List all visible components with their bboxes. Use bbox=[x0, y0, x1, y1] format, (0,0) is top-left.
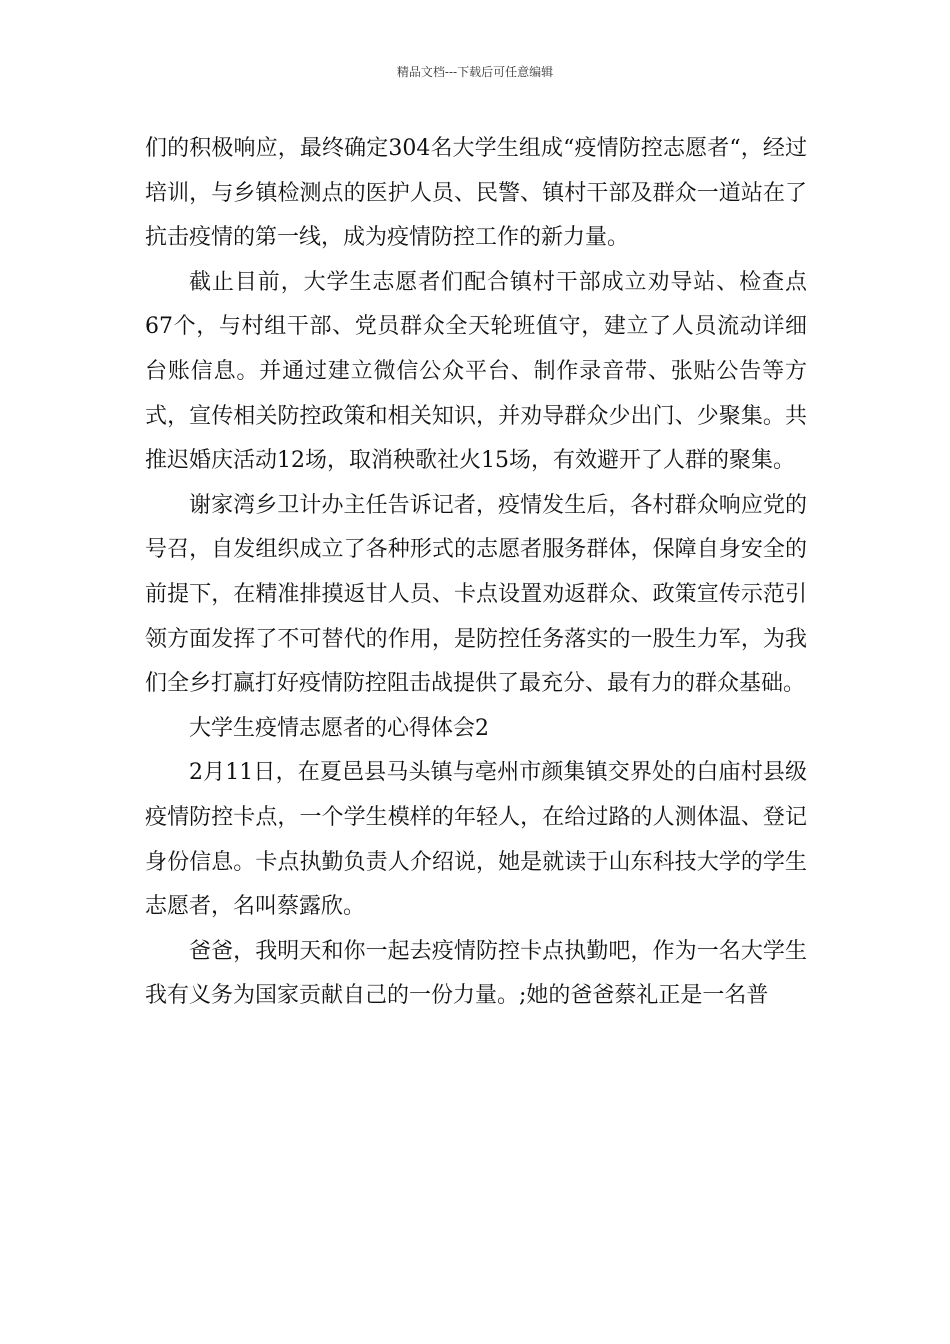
document-body bbox=[145, 127, 807, 1019]
section-heading: 大学生疫情志愿者的心得体会2 bbox=[189, 715, 489, 741]
paragraph: 谢家湾乡卫计办主任告诉记者，疫情发生后，各村群众响应党的号召，自发组织成立了各种形式的志愿者服务群体，保障自身安全的前提下，在精准排摸返甘人员、卡点设置劝返群众、政策宣传示范引领方面发挥了不可替代的作用，是防控任务落实的一股生力军，为我们全乡打赢打好疫情防控阻击战提供了最充分、最有力的群众基础。 bbox=[145, 492, 807, 697]
paragraph: 截止目前，大学生志愿者们配合镇村干部成立劝导站、检查点67个，与村组干部、党员群众全天轮班值守，建立了人员流动详细台账信息。并通过建立微信公众平台、制作录音带、张贴公告等方式，宣传相关防控政策和相关知识，并劝导群众少出门、少聚集。共推迟婚庆活动12场，取消秧歌社火15场，有效避开了人群的聚集。 bbox=[145, 269, 807, 474]
paragraph-continuation: 们的积极响应，最终确定304名大学生组成“疫情防控志愿者“，经过培训，与乡镇检测点的医护人员、民警、镇村干部及群众一道站在了抗击疫情的第一线，成为疫情防控工作的新力量。 bbox=[145, 136, 807, 251]
page-header: 精品文档---下载后可任意编辑 bbox=[396, 65, 554, 79]
paragraph: 2月11日，在夏邑县马头镇与亳州市颜集镇交界处的白庙村县级疫情防控卡点，一个学生模样的年轻人，在给过路的人测体温、登记身份信息。卡点执勤负责人介绍说，她是就读于山东科技大学的学生志愿者，名叫蔡露欣。 bbox=[145, 760, 807, 920]
paragraph: 爸爸，我明天和你一起去疫情防控卡点执勤吧，作为一名大学生我有义务为国家贡献自己的一份力量。;她的爸爸蔡礼正是一名普 bbox=[145, 938, 807, 1009]
